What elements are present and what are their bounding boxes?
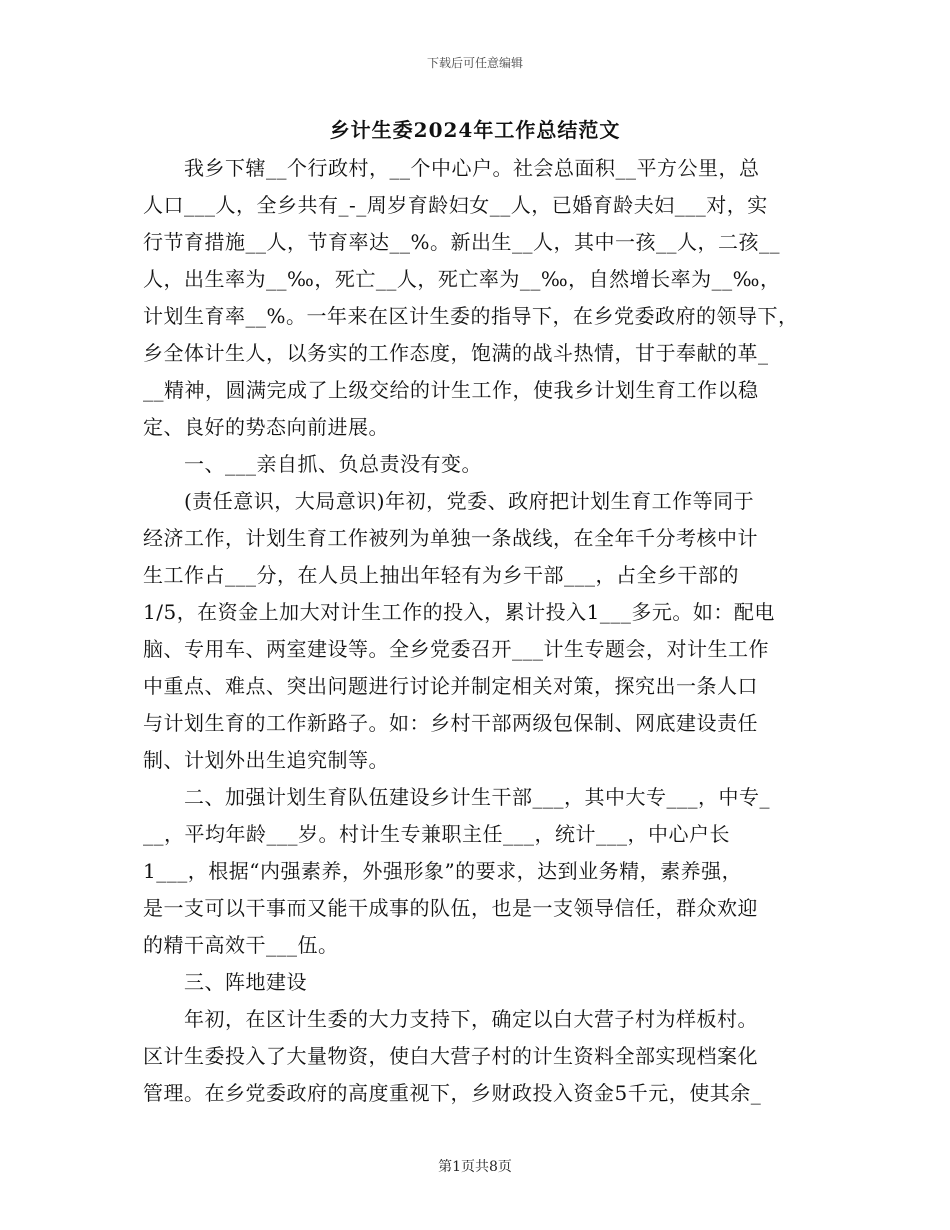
body-line: 乡全体计生人，以务实的工作态度，饱满的战斗热情，甘于奉献的革_ [143,341,769,365]
body-line: 管理。在乡党委政府的高度重视下，乡财政投入资金5千元，使其余_ [143,1081,762,1105]
body-line: 经济工作，计划生育工作被列为单独一条战线，在全年千分考核中计 [143,526,758,550]
body-line: __，平均年龄___岁。村计生专兼职主任___，统计___，中心户长 [143,822,730,846]
body-line: 生工作占___分，在人员上抽出年轻有为乡干部___，占全乡干部的 [143,563,739,587]
page-number: 第1页共8页 [438,1159,512,1175]
body-line: 人口___人，全乡共有_-_周岁育龄妇女__人，已婚育龄夫妇___对，实 [143,193,768,217]
document-title: 乡计生委2024年工作总结范文 [329,118,621,142]
section-heading-1: 一、___亲自抓、负总责没有变。 [143,452,482,476]
body-line: 区计生委投入了大量物资，使白大营子村的计生资料全部实现档案化 [143,1044,758,1068]
body-line: 行节育措施__人，节育率达__%。新出生__人，其中一孩__人，二孩__ [143,230,781,254]
body-line: 中重点、难点、突出问题进行讨论并制定相关对策，探究出一条人口 [143,674,758,698]
body-line: 1/5，在资金上加大对计生工作的投入，累计投入1___多元。如：配电 [143,600,775,624]
body-line: (责任意识，大局意识)年初，党委、政府把计划生育工作等同于 [143,489,755,513]
body-line: 的精干高效干___伍。 [143,933,339,957]
body-line: 脑、专用车、两室建设等。全乡党委召开___计生专题会，对计生工作 [143,637,769,661]
section-heading-2: 二、加强计划生育队伍建设乡计生干部___，其中大专___，中专_ [143,785,770,809]
download-note: 下载后可任意编辑 [426,56,523,70]
body-line: 1___，根据“内强素养，外强形象”的要求，达到业务精，素养强， [143,859,743,883]
body-line: 是一支可以干事而又能干成事的队伍，也是一支领导信任，群众欢迎 [143,896,758,920]
body-line: 定、良好的势态向前进展。 [143,415,389,439]
body-line: 人，出生率为__‰，死亡__人，死亡率为__‰，自然增长率为__‰， [143,267,781,291]
section-heading-3: 三、阵地建设 [143,970,307,994]
body-line: 与计划生育的工作新路子。如：乡村干部两级包保制、网底建设责任 [143,711,758,735]
document-body [143,150,823,1112]
body-line: 我乡下辖__个行政村，__个中心户。社会总面积__平方公里，总 [143,156,760,180]
body-line: 制、计划外出生追究制等。 [143,748,389,772]
body-line: __精神，圆满完成了上级交给的计生工作，使我乡计划生育工作以稳 [143,378,759,402]
body-line: 计划生育率__%。一年来在区计生委的指导下，在乡党委政府的领导下， [143,304,799,328]
body-line: 年初，在区计生委的大力支持下，确定以白大营子村为样板村。 [143,1007,758,1031]
